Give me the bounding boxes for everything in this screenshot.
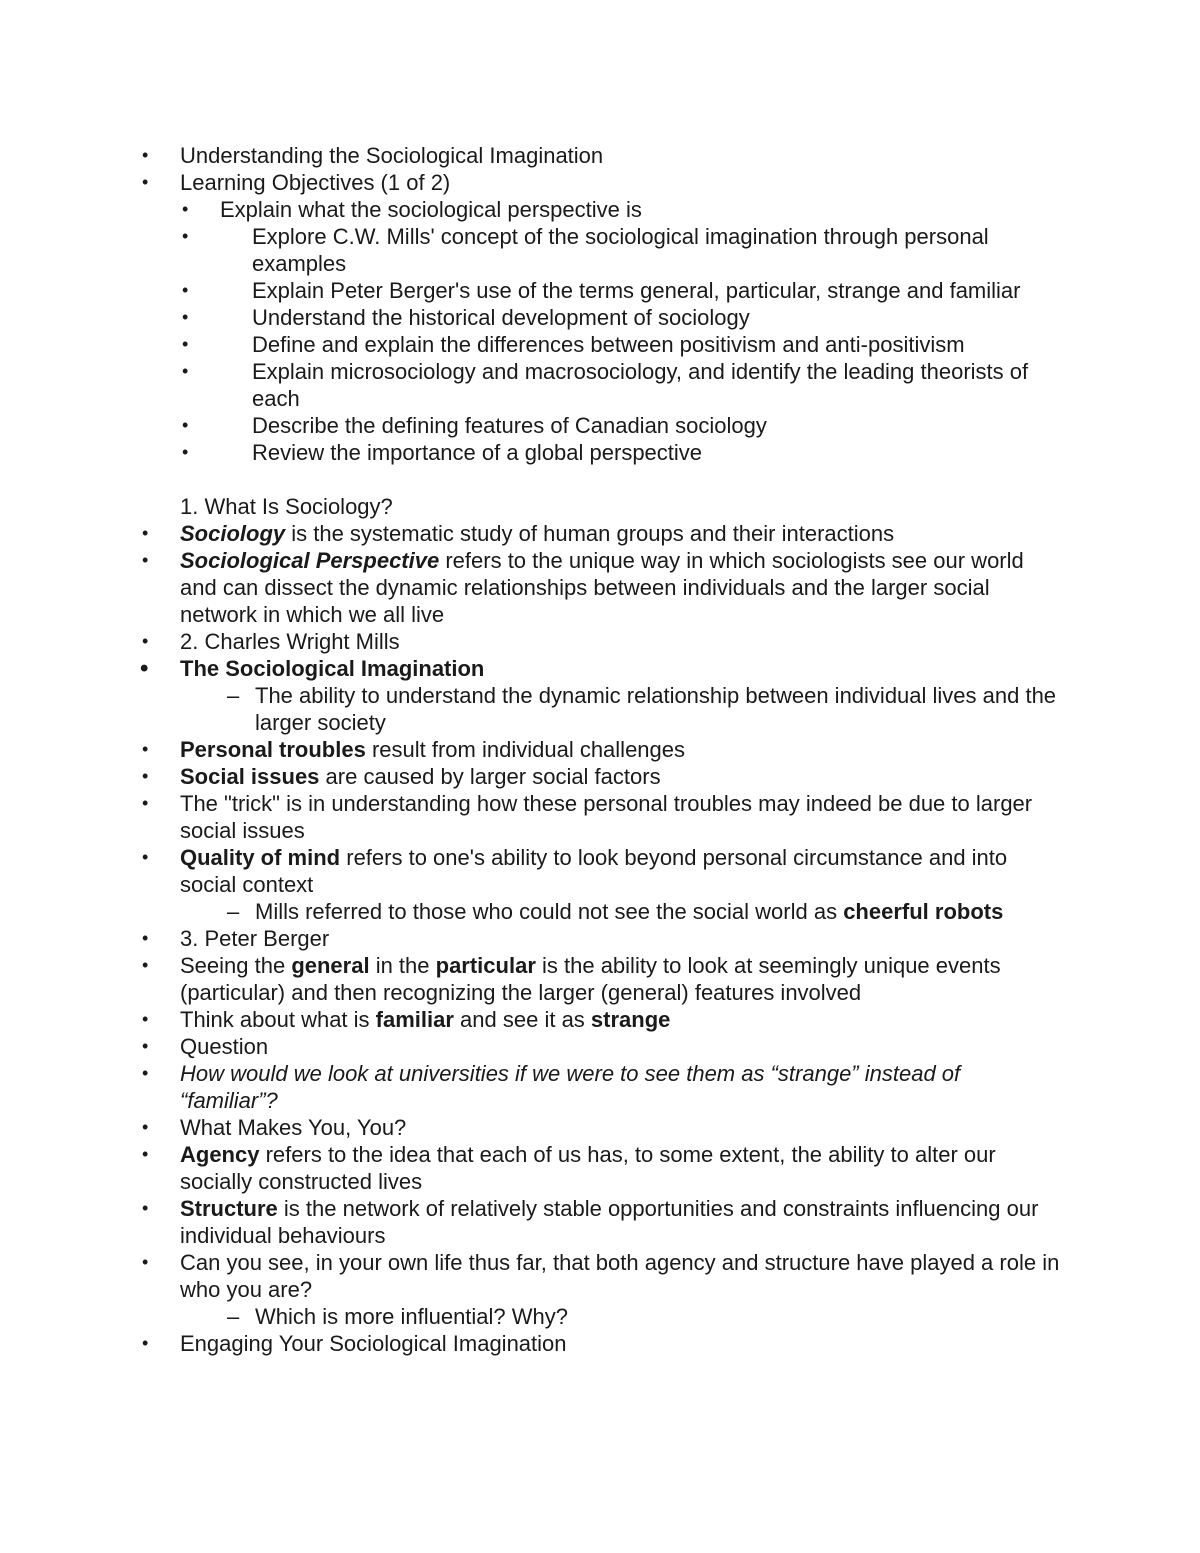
- dash-marker: –: [227, 1304, 240, 1329]
- bullet-marker: •: [142, 1117, 149, 1137]
- bullet-marker: •: [182, 226, 189, 246]
- emphasized-text: Social issues: [180, 764, 320, 789]
- objective-list-item: [0, 331, 1060, 358]
- sub-list-item: [0, 682, 1060, 736]
- objective-list-item: [0, 223, 1060, 277]
- emphasized-text: familiar: [375, 1007, 454, 1032]
- bullet-marker: •: [142, 793, 149, 813]
- line-text: Think about what is: [180, 1007, 376, 1032]
- objective-list-item: [0, 196, 1060, 223]
- bullet-marker: •: [182, 199, 189, 219]
- line-text: and see it as: [453, 1007, 591, 1032]
- line-text: in the: [369, 953, 436, 978]
- bullet-marker: •: [142, 739, 149, 759]
- line-text: Which is more influential? Why?: [255, 1304, 569, 1329]
- list-item: [0, 142, 1060, 169]
- line-text: 2. Charles Wright Mills: [180, 629, 400, 654]
- bullet-marker: •: [142, 550, 149, 570]
- dash-marker: –: [227, 683, 240, 708]
- line-text: Mills referred to those who could not see the social world as: [255, 899, 844, 924]
- line-text: The ability to understand the dynamic relationship between individual lives and the larger society: [255, 683, 1057, 735]
- list-item: [0, 520, 1060, 547]
- objective-list-item: [0, 304, 1060, 331]
- line-text: refers to the unique way in which sociologists see our world and can dissect the dynamic relationships between individuals and the larger social network in which we all live: [180, 548, 1024, 627]
- list-item: [0, 790, 1060, 844]
- bullet-marker: •: [182, 415, 189, 435]
- list-item: [0, 1114, 1060, 1141]
- sub-list-item: [0, 1303, 1060, 1330]
- line-text: are caused by larger social factors: [319, 764, 661, 789]
- line-text: What Makes You, You?: [180, 1115, 407, 1140]
- list-item: [0, 1195, 1060, 1249]
- emphasized-text: The Sociological Imagination: [180, 656, 485, 681]
- line-text: Describe the defining features of Canadian sociology: [252, 413, 767, 438]
- emphasized-text: particular: [435, 953, 536, 978]
- list-item: [0, 925, 1060, 952]
- bullet-marker: •: [142, 847, 149, 867]
- line-text: Explain what the sociological perspective is: [220, 197, 642, 222]
- list-item: [0, 1330, 1060, 1357]
- list-item: [0, 763, 1060, 790]
- line-text: Engaging Your Sociological Imagination: [180, 1331, 567, 1356]
- list-item: [0, 1141, 1060, 1195]
- line-text: Understanding the Sociological Imagination: [180, 143, 604, 168]
- line-text: is the network of relatively stable opportunities and constraints influencing our individual behaviours: [180, 1196, 1039, 1248]
- line-text: Understand the historical development of sociology: [252, 305, 750, 330]
- line-text: 3. Peter Berger: [180, 926, 330, 951]
- emphasized-text: Structure: [180, 1196, 278, 1221]
- line-text: Question: [180, 1034, 269, 1059]
- objective-list-item: [0, 358, 1060, 412]
- line-text: result from individual challenges: [365, 737, 686, 762]
- document-body: [0, 142, 1200, 1357]
- list-item: [0, 1033, 1060, 1060]
- list-item: [0, 844, 1060, 898]
- emphasized-text: cheerful robots: [843, 899, 1004, 924]
- bullet-marker: •: [142, 145, 149, 165]
- list-item: [0, 952, 1060, 1006]
- line-text: Explain Peter Berger's use of the terms general, particular, strange and familiar: [252, 278, 1021, 303]
- line-text: 1. What Is Sociology?: [180, 494, 393, 519]
- bullet-marker: •: [142, 928, 149, 948]
- bullet-marker: •: [142, 1009, 149, 1029]
- list-item: [0, 655, 1060, 682]
- bullet-marker: •: [142, 1144, 149, 1164]
- list-item: [0, 547, 1060, 628]
- line-text: Explain microsociology and macrosociology, and identify the leading theorists of each: [252, 359, 1029, 411]
- line-text: Define and explain the differences between positivism and anti-positivism: [252, 332, 965, 357]
- emphasized-text: Quality of mind: [180, 845, 341, 870]
- bullet-marker: •: [182, 442, 189, 462]
- bullet-marker: •: [182, 307, 189, 327]
- bullet-marker: •: [182, 280, 189, 300]
- bullet-marker: •: [142, 1198, 149, 1218]
- paragraph-gap: [0, 466, 1200, 493]
- list-item: [0, 169, 1060, 196]
- bullet-marker: •: [142, 523, 149, 543]
- list-item: [0, 628, 1060, 655]
- emphasized-text: general: [291, 953, 370, 978]
- dash-marker: –: [227, 899, 240, 924]
- emphasized-text: Sociology: [180, 521, 286, 546]
- list-item: [0, 1060, 1060, 1114]
- objective-list-item: [0, 412, 1060, 439]
- bullet-marker: •: [142, 1063, 149, 1083]
- bullet-marker: •: [142, 631, 149, 651]
- line-text: is the systematic study of human groups and their interactions: [285, 521, 895, 546]
- objective-list-item: [0, 277, 1060, 304]
- bullet-marker: •: [142, 766, 149, 786]
- line-text: Review the importance of a global perspective: [252, 440, 703, 465]
- line-text: is the ability to look at seemingly unique events (particular) and then recognizing the larger (general) features involved: [180, 953, 1001, 1005]
- list-item: [0, 1249, 1060, 1303]
- line-text: Can you see, in your own life thus far, that both agency and structure have played a role in who you are?: [180, 1250, 1060, 1302]
- emphasized-text: How would we look at universities if we were to see them as “strange” instead of “familiar”?: [180, 1061, 961, 1113]
- line-text: Learning Objectives (1 of 2): [180, 170, 451, 195]
- list-item: [0, 736, 1060, 763]
- line-text: refers to one's ability to look beyond personal circumstance and into social context: [180, 845, 1008, 897]
- bullet-marker: •: [142, 955, 149, 975]
- list-item: [0, 1006, 1060, 1033]
- objective-list-item: [0, 439, 1060, 466]
- bullet-marker: •: [140, 655, 149, 682]
- emphasized-text: Agency: [180, 1142, 260, 1167]
- line-text: refers to the idea that each of us has, to some extent, the ability to alter our socially constructed lives: [180, 1142, 996, 1194]
- bullet-marker: •: [142, 1252, 149, 1272]
- line-text: Seeing the: [180, 953, 292, 978]
- bullet-marker: •: [142, 1333, 149, 1353]
- bullet-marker: •: [182, 361, 189, 381]
- bullet-marker: •: [182, 334, 189, 354]
- bullet-marker: •: [142, 1036, 149, 1056]
- line-text: The "trick" is in understanding how these personal troubles may indeed be due to larger social issues: [180, 791, 1033, 843]
- emphasized-text: Personal troubles: [180, 737, 366, 762]
- emphasized-text: Sociological Perspective: [180, 548, 440, 573]
- line-text: Explore C.W. Mills' concept of the sociological imagination through personal examples: [252, 224, 989, 276]
- bullet-marker: •: [142, 172, 149, 192]
- list-item: [0, 493, 1060, 520]
- sub-list-item: [0, 898, 1060, 925]
- emphasized-text: strange: [590, 1007, 671, 1032]
